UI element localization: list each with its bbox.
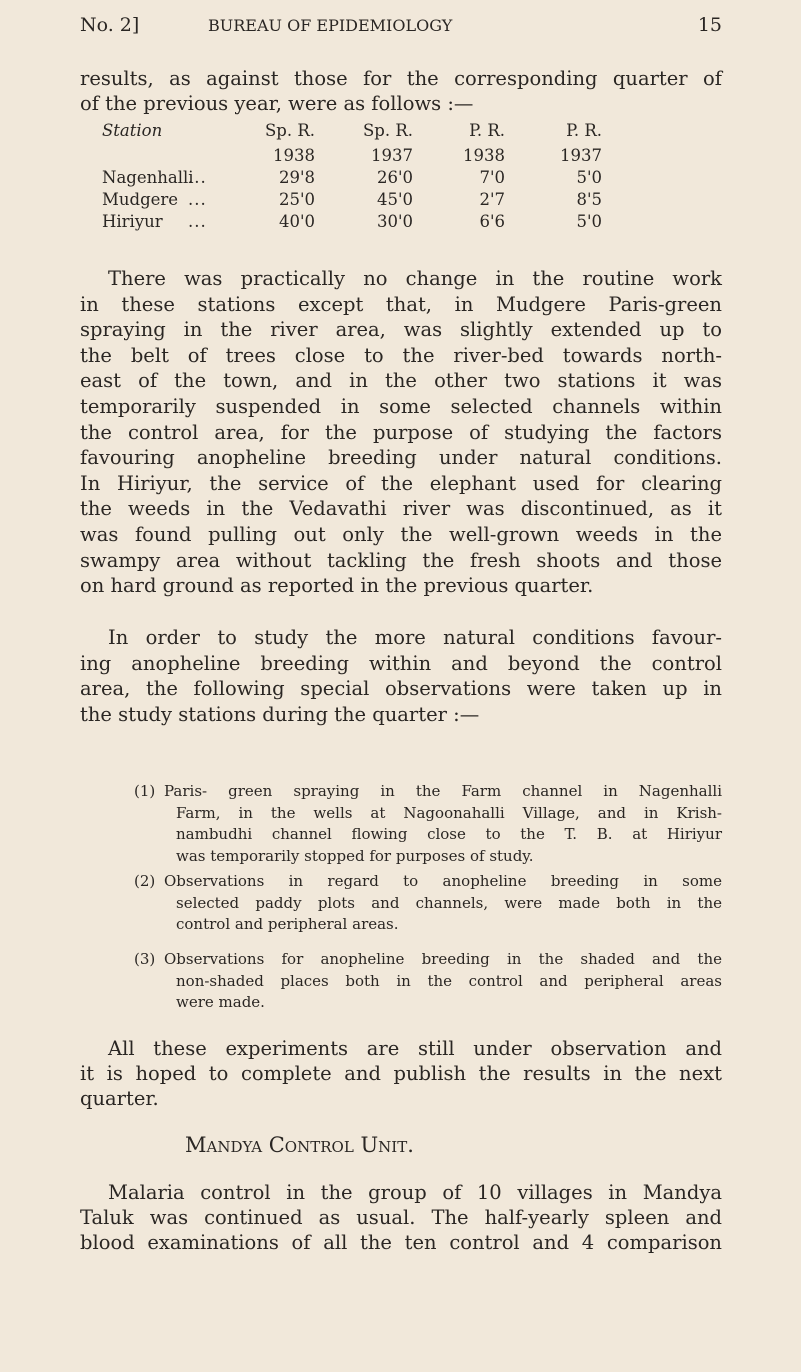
year-cell: 1938: [463, 146, 505, 165]
value-cell: 7'0: [479, 168, 505, 187]
paragraph-line: was found pulling out only the well-grown weeds in the: [80, 523, 722, 546]
value-cell: 6'6: [479, 212, 505, 231]
list-item-line: Paris- green spraying in the Farm channel in Nagenhalli: [164, 782, 722, 800]
year-cell: 1937: [560, 146, 602, 165]
value-cell: 29'8: [278, 168, 315, 187]
list-item-line: was temporarily stopped for purposes of study.: [176, 846, 534, 865]
paragraph-line: east of the town, and in the other two stations it was: [80, 369, 722, 393]
value-cell: 2'7: [479, 190, 505, 209]
intro-line: results, as against those for the corresponding quarter of: [80, 67, 722, 90]
station-cell: Nagenhalli: [102, 168, 194, 187]
paragraph-line: Malaria control in the group of 10 villages in Mandya: [108, 1181, 722, 1204]
header-col: Sp. R.: [264, 121, 315, 140]
station-cell: Mudgere: [102, 190, 179, 209]
table-header-row: [80, 121, 722, 143]
year-cell: 1938: [273, 146, 315, 165]
list-number: (1): [134, 782, 156, 800]
header-col: P. R.: [469, 121, 505, 140]
section-heading: Mandya Control Unit.: [185, 1133, 414, 1157]
list-item-line: control and peripheral areas.: [176, 915, 399, 933]
paragraph-line: the control area, for the purpose of studying the factors: [80, 420, 722, 444]
station-cell: Hiriyur: [102, 212, 163, 231]
paragraph-line: the belt of trees close to the river-bed towards north-: [80, 343, 722, 367]
results-table: [80, 121, 722, 234]
leader-dots: ...: [188, 168, 207, 187]
paragraph-line: temporarily suspended in some selected channels within: [80, 395, 722, 418]
list-item-line: nambudhi channel flowing close to the T. B. at Hiriyur: [176, 825, 722, 843]
paragraph-line: spraying in the river area, was slightly extended up to: [80, 318, 722, 342]
value-cell: 45'0: [376, 190, 413, 209]
list-item-line: Observations in regard to anopheline breeding in some: [164, 872, 722, 890]
value-cell: 40'0: [278, 212, 315, 231]
paragraph-line: on hard ground as reported in the previous quarter.: [80, 574, 594, 598]
header-col: Sp. R.: [362, 121, 413, 140]
paragraph-line: swampy area without tackling the fresh shoots and those: [80, 548, 722, 572]
value-cell: 8'5: [576, 190, 602, 209]
leader-dots: ...: [188, 212, 207, 231]
issue-number: No. 2]: [80, 14, 140, 36]
list-number: (3): [134, 950, 156, 968]
list-item-line: Farm, in the wells at Nagoonahalli Village, and in Krish-: [176, 803, 722, 822]
table-row: [80, 168, 722, 190]
list-number: (2): [134, 872, 156, 890]
table-row: [80, 212, 722, 234]
paragraph-line: In order to study the more natural conditions favour-: [108, 626, 722, 649]
value-cell: 25'0: [278, 190, 315, 209]
intro-line: of the previous year, were as follows :—: [80, 92, 474, 115]
paragraph-line: area, the following special observations were taken up in: [80, 677, 722, 701]
paragraph-line: it is hoped to complete and publish the results in the next: [80, 1062, 722, 1085]
paragraph-line: Taluk was continued as usual. The half-yearly spleen and: [80, 1206, 722, 1229]
value-cell: 5'0: [576, 212, 602, 231]
list-item-line: Observations for anopheline breeding in the shaded and the: [164, 950, 722, 968]
header-station: Station: [102, 121, 163, 140]
header-col: P. R.: [566, 121, 602, 140]
paragraph-line: quarter.: [80, 1087, 159, 1110]
list-item-line: non-shaded places both in the control and peripheral areas: [176, 971, 722, 990]
value-cell: 5'0: [576, 168, 602, 187]
value-cell: 26'0: [376, 168, 413, 187]
page-number: 15: [697, 14, 722, 36]
paragraph-line: There was practically no change in the routine work: [108, 267, 722, 290]
paragraph-line: In Hiriyur, the service of the elephant used for clearing: [80, 471, 722, 495]
year-cell: 1937: [371, 146, 413, 165]
paragraph-line: the study stations during the quarter :—: [80, 702, 480, 726]
paragraph-line: ing anopheline breeding within and beyond the control: [80, 651, 722, 675]
paragraph-line: the weeds in the Vedavathi river was discontinued, as it: [80, 497, 722, 521]
value-cell: 30'0: [376, 212, 413, 231]
table-row: [80, 190, 722, 212]
paragraph-line: in these stations except that, in Mudgere Paris-green: [80, 292, 722, 316]
paragraph-line: blood examinations of all the ten control and 4 comparison: [80, 1231, 722, 1254]
journal-title: BUREAU OF EPIDEMIOLOGY: [208, 16, 453, 35]
running-header: [80, 14, 722, 40]
leader-dots: ...: [188, 190, 207, 209]
list-item-line: selected paddy plots and channels, were made both in the: [176, 893, 722, 912]
table-year-row: [80, 146, 722, 168]
paragraph-line: favouring anopheline breeding under natural conditions.: [80, 446, 722, 470]
list-item-line: were made.: [176, 993, 265, 1011]
paragraph-line: All these experiments are still under observation and: [108, 1037, 722, 1060]
